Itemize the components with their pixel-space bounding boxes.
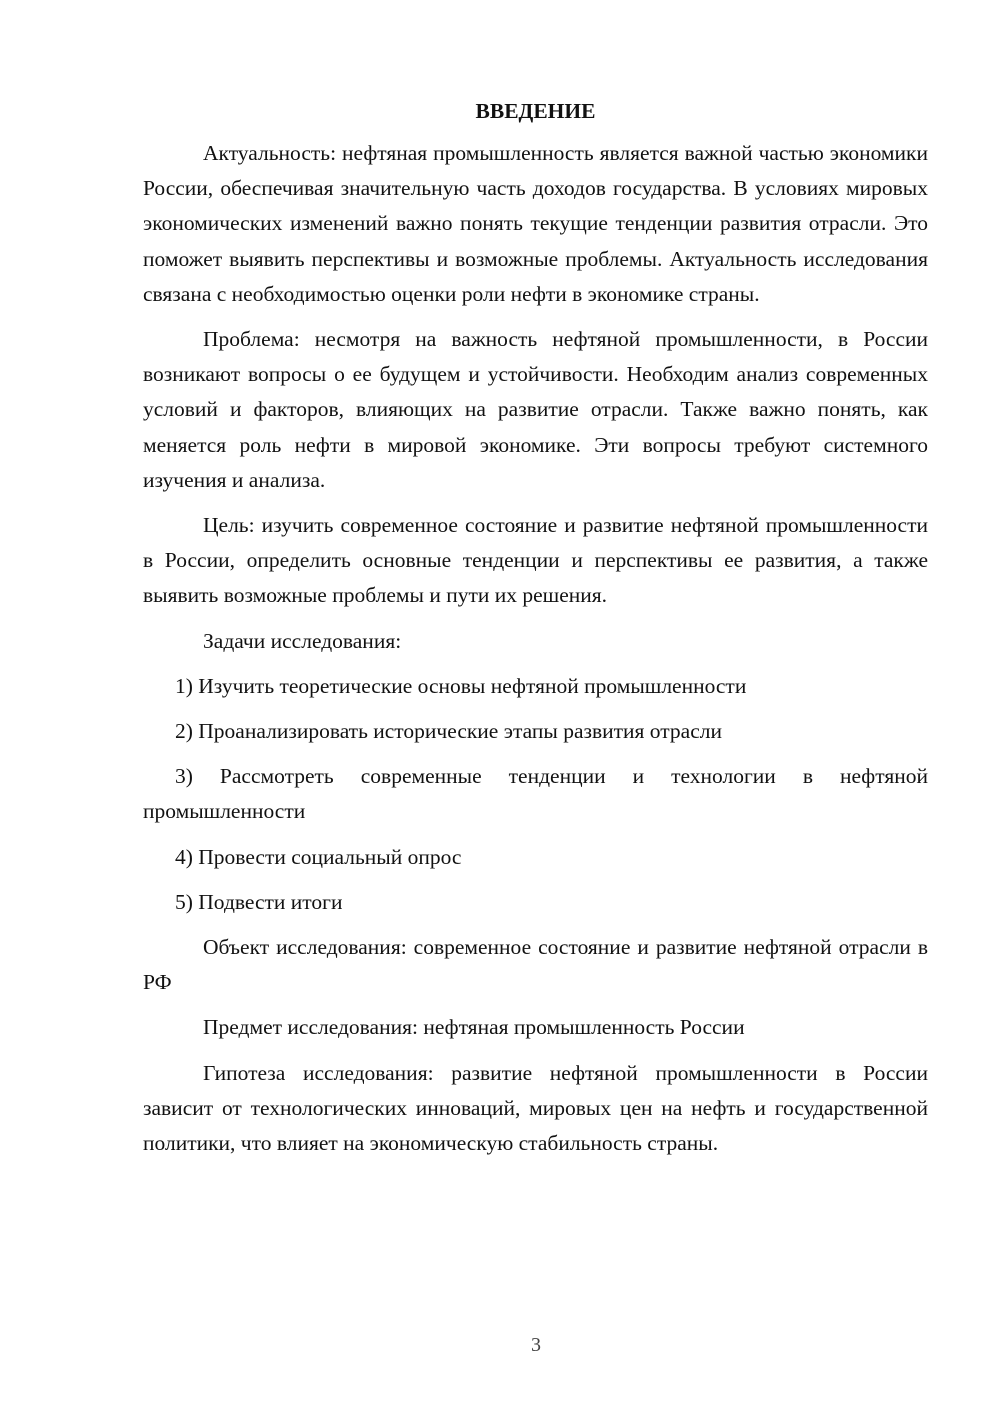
list-item: 1) Изучить теоретические основы нефтяной промышленности	[175, 673, 747, 698]
paragraph-goal: Цель: изучить современное состояние и развитие нефтяной промышленности в России, определить основные тенденции и перспективы ее развития, а также выявить возможные проблемы и пути их решения.	[143, 513, 928, 608]
tasks-heading: Задачи исследования:	[203, 628, 402, 653]
page-title: ВВЕДЕНИЕ	[475, 99, 596, 123]
page-number: 3	[531, 1334, 541, 1356]
paragraph-object: Объект исследования: современное состояние и развитие нефтяной отрасли в РФ	[143, 935, 928, 995]
list-item: 4) Провести социальный опрос	[175, 844, 462, 869]
list-item: 2) Проанализировать исторические этапы развития отрасли	[175, 719, 723, 744]
paragraph-problem: Проблема: несмотря на важность нефтяной промышленности, в России возникают вопросы о ее будущем и устойчивости. Необходим анализ современных условий и факторов, влияющих на развитие отрасли. Также важно понять, как меняется роль нефти в мировой экономике. Эти вопросы требуют системного изучения и анализа.	[143, 327, 928, 492]
paragraph-hypothesis: Гипотеза исследования: развитие нефтяной промышленности в России зависит от технологических инноваций, мировых цен на нефть и государственной политики, что влияет на экономическую стабильность страны.	[143, 1060, 928, 1156]
document-body	[143, 96, 928, 1171]
paragraph-subject: Предмет исследования: нефтяная промышленность России	[203, 1015, 745, 1040]
list-item: 5) Подвести итоги	[175, 889, 343, 914]
list-item: 3) Рассмотреть современные тенденции и технологии в нефтяной промышленности	[143, 764, 928, 824]
paragraph-relevance: Актуальность: нефтяная промышленность является важной частью экономики России, обеспечивая значительную часть доходов государства. В условиях мировых экономических изменений важно понять текущие тенденции развития отрасли. Это поможет выявить перспективы и возможные проблемы. Актуальность исследования связана с необходимостью оценки роли нефти в экономике страны.	[143, 141, 928, 306]
